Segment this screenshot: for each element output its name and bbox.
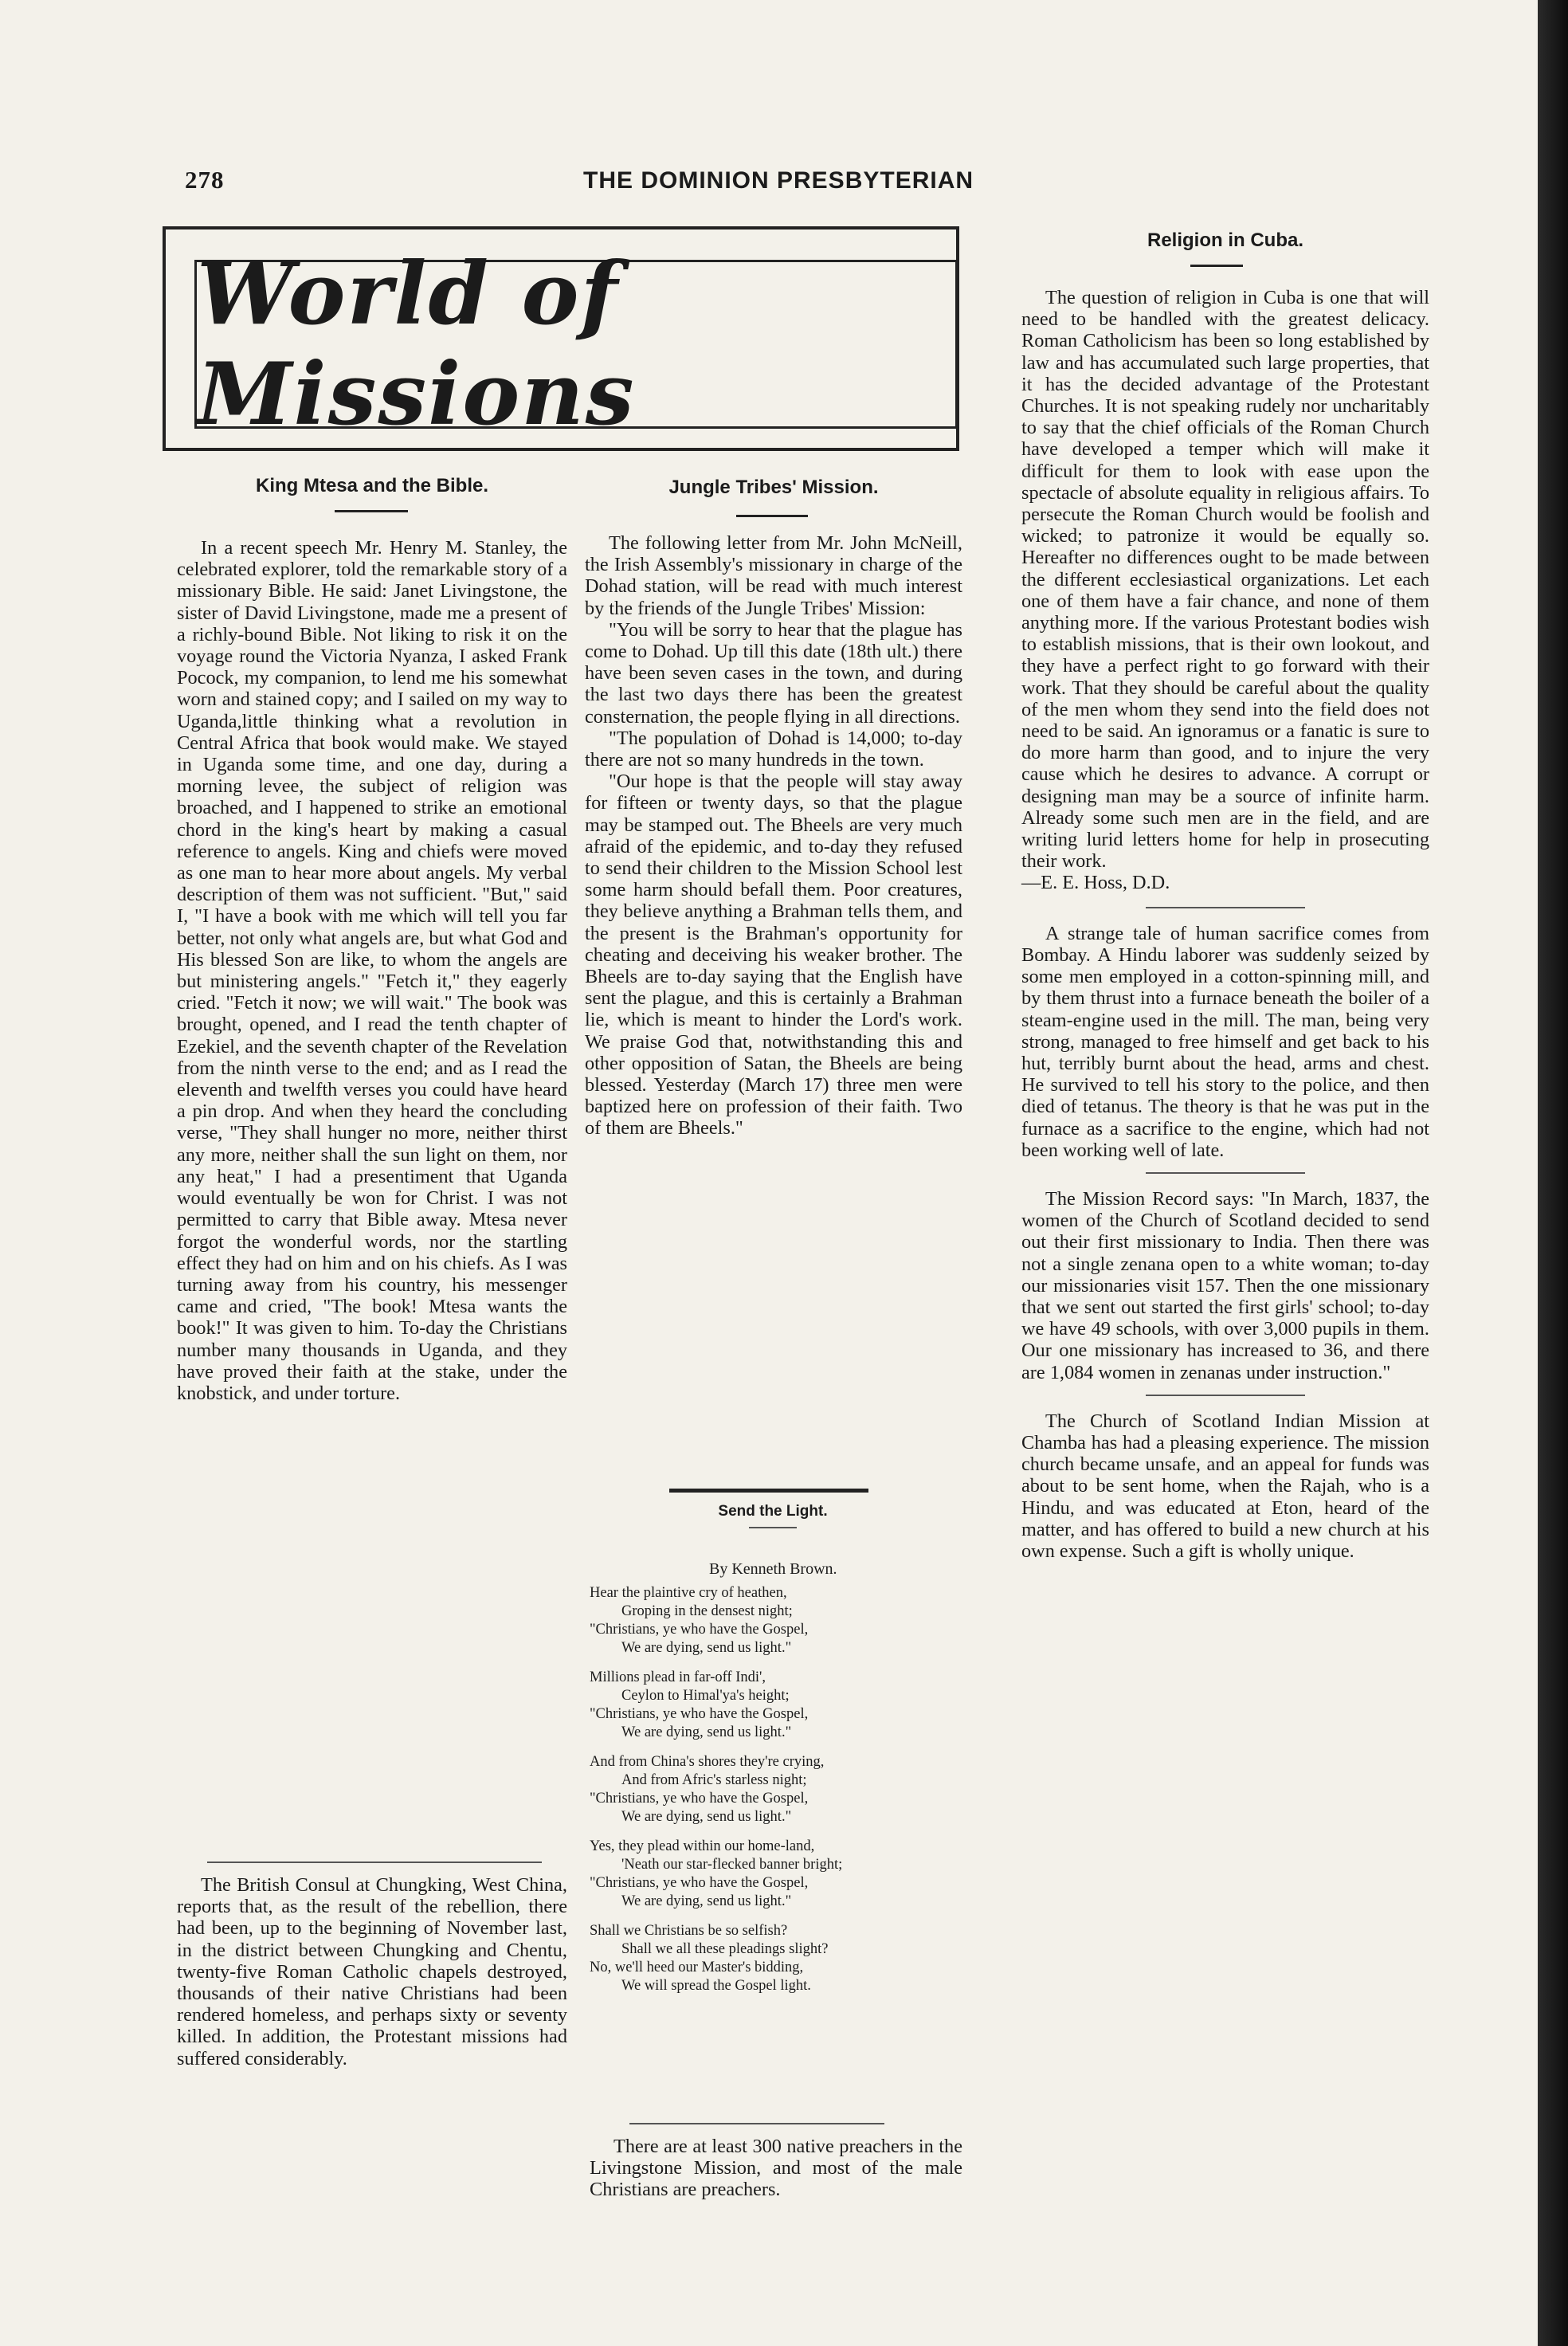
poem-byline: By Kenneth Brown. (709, 1560, 837, 1578)
poem-line: Groping in the densest night; (621, 1603, 793, 1619)
article-paragraph: The following letter from Mr. John McNeill, the Irish Assembly's missionary in charge of the Dohad station, will be read with much interest by the friends of the Jungle Tribes' Mission: (585, 532, 962, 619)
poem-stanza (590, 1922, 956, 1995)
heading-jungle-tribes: Jungle Tribes' Mission. (668, 477, 879, 498)
section-rule (629, 2123, 884, 2124)
poem-line: We are dying, send us light." (621, 1893, 792, 1909)
poem-stanza (590, 1838, 956, 1911)
heading-king-mtesa: King Mtesa and the Bible. (255, 475, 489, 496)
article-chungking (177, 1874, 567, 2069)
poem-title: Send the Light. (718, 1503, 828, 1520)
masthead-box (194, 244, 958, 445)
poem-line: "Christians, ye who have the Gospel, (590, 1622, 809, 1638)
heading-rule (749, 1527, 797, 1528)
poem-line: Shall we all these pleadings slight? (621, 1941, 829, 1957)
poem-line: 'Neath our star-flecked banner bright; (621, 1857, 843, 1873)
article-signature: —E. E. Hoss, D.D. (1021, 872, 1170, 894)
page-number: 278 (185, 166, 225, 194)
section-rule (207, 1862, 542, 1863)
page-header (0, 166, 1568, 206)
poem-line: Millions plead in far-off Indi', (590, 1669, 766, 1685)
article-paragraph: There are at least 300 native preachers in the Livingstone Mission, and most of the male Christians are preachers. (590, 2136, 962, 2201)
article-mission-record: The Mission Record says: "In March, 1837, the women of the Church of Scotland decided to send out their first missionary to India. Then there was not a single zenana open to a white woman; to-day our missionaries visit 157. Then the one missionary that we sent out started the first girls' school; to-day we have 49 schools, with over 3,000 pupils in them. Our one missionary has increased to 36, and there are 1,084 women in zenanas under instruction." (1021, 1187, 1429, 1383)
article-paragraph: In a recent speech Mr. Henry M. Stanley, the celebrated explorer, told the remarkable story of a missionary Bible. He said: Janet Livingstone, the sister of David Livingstone, made me a present of a richly-bound Bible. Not liking to risk it on the voyage round the Victoria Nyanza, I asked Frank Pocock, my companion, to lend me his somewhat worn and stained copy; and I sailed on my way to Uganda,little thinking what a revolution in Central Africa that book would make. We stayed in Uganda some time, and one day, during a morning levee, the subject of religion was broached, and I happened to strike an emotional chord in the king's heart by making a casual reference to angels. King and chiefs were moved as one man to hear more about angels. My verbal description of them was not sufficient. "But," said I, "I have a book with me which will tell you far better, not only what angels are, but what God and His blessed Son are like, to whom the angels are but ministering angels." "Fetch it," they eagerly cried. "Fetch it now; we will wait." The book was brought, opened, and I read the tenth chapter of Ezekiel, and the seventh chapter of the Revelation from the ninth verse to the end; and as I read the eleventh and twelfth verses you could have heard a pin drop. And when they heard the concluding verse, "They shall hunger no more, neither thirst any more, neither shall the sun light on them, nor any heat," I had a presentiment that Uganda would eventually be won for Christ. I was not permitted to carry that Bible away. Mtesa never forgot the wonderful words, nor the startling effect they had on him and on his chiefs. As I was turning away from his country, his messenger came and cried, "The book! Mtesa wants the book!" It was given to him. To-day the Christians number many thousands in Uganda, and they have proved their faith at the stake, under the knobstick, and under torture. (177, 537, 567, 1404)
poem-stanza (590, 1753, 956, 1826)
poem-line: We are dying, send us light." (621, 1640, 792, 1656)
article-paragraph: "Our hope is that the people will stay away for fifteen or twenty days, so that the plague may be stamped out. The Bheels are very much afraid of the epidemic, and to-day they refused to send their children to the Mission School lest some harm should befall them. Poor creatures, they believe anything a Brahman tells them, and the present is the Brahman's opportunity for cheating and deceiving his weaker brother. The Bheels are to-day saying that the English have sent the plague, and this is certainly a Brahman lie, which is meant to hinder the Lord's work. We praise God that, notwithstanding this and other opposition of Satan, the Bheels are being blessed. Yesterday (March 17) three men were baptized here on profession of their faith. Two of them are Bheels." (585, 771, 962, 1140)
poem-line: "Christians, ye who have the Gospel, (590, 1875, 809, 1891)
poem-line: No, we'll heed our Master's bidding, (590, 1960, 804, 1975)
poem-line: Shall we Christians be so selfish? (590, 1923, 788, 1939)
article-paragraph: The British Consul at Chungking, West China, reports that, as the result of the rebellion, there had been, up to the beginning of November last, in the district between Chungking and Chentu, twenty-five Roman Catholic chapels destroyed, thousands of their native Christians had been rendered homeless, and perhaps sixty or seventy killed. In addition, the Protestant missions had suffered considerably. (177, 1874, 567, 2069)
journal-title: THE DOMINION PRESBYTERIAN (583, 167, 974, 194)
article-jungle-tribes (585, 532, 962, 1140)
heading-rule (1190, 265, 1243, 267)
heading-rule (335, 510, 408, 512)
poem-line: "Christians, ye who have the Gospel, (590, 1706, 809, 1722)
poem-line: We will spread the Gospel light. (621, 1978, 811, 1994)
poem-stanza (590, 1669, 956, 1742)
section-rule (669, 1489, 868, 1493)
poem-line: Hear the plaintive cry of heathen, (590, 1585, 787, 1601)
heading-religion-cuba: Religion in Cuba. (1147, 230, 1303, 251)
poem-line: "Christians, ye who have the Gospel, (590, 1791, 809, 1807)
poem-line: And from China's shores they're crying, (590, 1754, 825, 1770)
section-rule (1146, 907, 1305, 908)
article-livingstone (590, 2136, 962, 2201)
poem-line: We are dying, send us light." (621, 1724, 792, 1740)
article-king-mtesa (177, 537, 567, 1404)
poem-stanza (590, 1584, 956, 1658)
section-rule (1146, 1172, 1305, 1174)
poem-line: Yes, they plead within our home-land, (590, 1838, 815, 1854)
poem-line: And from Afric's starless night; (621, 1772, 807, 1788)
article-paragraph: "The population of Dohad is 14,000; to-day there are not so many hundreds in the town. (585, 727, 962, 771)
masthead-title: World of Missions (197, 244, 636, 445)
article-chamba: The Church of Scotland Indian Mission at Chamba has had a pleasing experience. The mission church became unsafe, and an appeal for funds was about to be sent home, when the Rajah, who is a Hindu, and was educated at Eton, heard of the matter, and has offered to build a new church at his own expense. Such a gift is wholly unique. (1021, 1410, 1429, 1562)
heading-rule (736, 515, 808, 517)
column-three (1021, 287, 1429, 1562)
section-rule (1146, 1395, 1305, 1396)
article-bombay: A strange tale of human sacrifice comes from Bombay. A Hindu laborer was suddenly seized by some men employed in a cotton-spinning mill, and by them thrust into a furnace beneath the boiler of a steam-engine used in the mill. The man, being very strong, managed to free himself and get back to his hut, terribly burnt about the head, arms and chest. He survived to tell his story to the police, and then died of tetanus. The theory is that he was put in the furnace as a sacrifice to the engine, which had not been working well of late. (1021, 922, 1429, 1161)
poem-line: We are dying, send us light." (621, 1809, 792, 1825)
article-paragraph: The question of religion in Cuba is one that will need to be handled with the greatest delicacy. Roman Catholicism has been so long established by law and has accumulated such large properties, that it has the decided advantage of the Protestant Churches. It is not speaking rudely nor uncharitably to say that the chief officials of the Roman Church have developed a temper which will make it difficult for them to look with ease upon the spectacle of absolute equality in religious affairs. To persecute the Roman Church would be foolish and wicked; to patronize it would be equally so. Hereafter no differences ought to be made between the different ecclesiastical organizations. Let each one of them have a fair chance, and none of them anything more. If the various Protestant bodies wish to establish missions, that is their own lookout, and they have a perfect right to go forward with their work. That they should be careful about the quality of the men whom they send into the field does not need to be said. An ignoramus or a fanatic is sure to do more harm than good, and to injure the very cause which he desires to advance. A corrupt or designing man may be a source of infinite harm. Already some such men are in the field, and are writing lurid letters home for help in prosecuting their work. (1021, 287, 1429, 873)
page-edge (1538, 0, 1568, 2346)
poem-body (590, 1584, 956, 2007)
article-paragraph: "You will be sorry to hear that the plague has come to Dohad. Up till this date (18th ult.) there have been seven cases in the town, and during the last two days there has been the greatest consternation, the people flying in all directions. (585, 618, 962, 728)
poem-line: Ceylon to Himal'ya's height; (621, 1688, 790, 1704)
